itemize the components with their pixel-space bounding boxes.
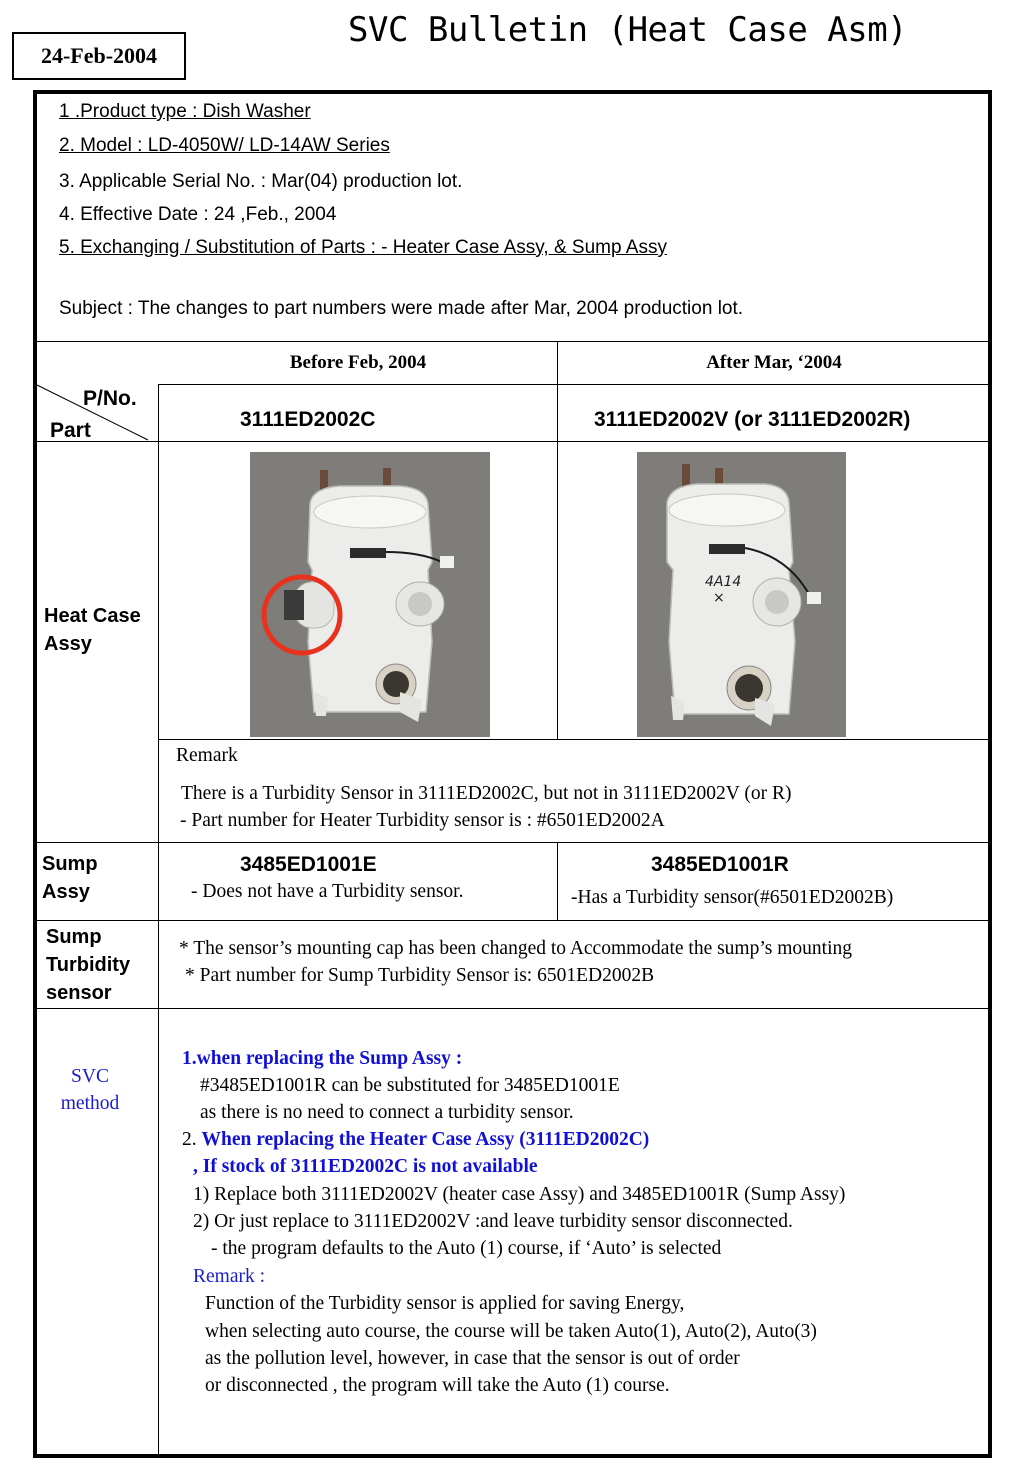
table-line-top (35, 341, 990, 342)
remark-line-1: There is a Turbidity Sensor in 3111ED2002C, but not in 3111ED2002V (or R) (181, 783, 792, 804)
sensor-line-2: * Part number for Sump Turbidity Sensor is: 6501ED2002B (185, 965, 655, 986)
table-line-pn (35, 441, 990, 442)
sump-assy-label-line1: Sump (42, 853, 98, 875)
info-model: 2. Model : LD-4050W/ LD-14AW Series (59, 135, 390, 156)
after-photo-mark-x: × (713, 590, 725, 606)
sump-sensor-label-line2: Turbidity (46, 954, 131, 976)
svc-step-2-option-2: 2) Or just replace to 3111ED2002V :and leave turbidity sensor disconnected. (193, 1211, 793, 1232)
info-serial: 3. Applicable Serial No. : Mar(04) production lot. (59, 171, 463, 192)
info-exchanging-label: 5. Exchanging / Substitution of Parts : (59, 237, 382, 258)
heater-case-photo-before (250, 452, 490, 737)
svc-step-2-condition: , If stock of 3111ED2002C is not available (193, 1156, 538, 1177)
svc-method-label (44, 1063, 136, 1117)
table-line-remark (35, 842, 990, 843)
svc-remark-line-1: Function of the Turbidity sensor is applied for saving Energy, (205, 1293, 685, 1314)
sump-sensor-label (46, 923, 130, 1007)
svc-step-2-number: 2. (182, 1129, 202, 1150)
sump-note-after: -Has a Turbidity sensor(#6501ED2002B) (571, 887, 894, 908)
svc-step-2-title (182, 1129, 649, 1151)
table-line-sensor (35, 1008, 990, 1009)
svc-method-label-line2: method (60, 1093, 120, 1114)
table-line-photos (158, 739, 990, 740)
info-effective-date: 4. Effective Date : 24 ,Feb., 2004 (59, 204, 337, 225)
corner-part-label: Part (50, 419, 91, 442)
sump-note-before: - Does not have a Turbidity sensor. (191, 881, 464, 902)
heater-case-illustration-before (250, 452, 490, 737)
info-exchanging (59, 237, 667, 259)
heat-case-label-line2: Assy (44, 633, 92, 655)
remark-line-2: - Part number for Heater Turbidity sensor is : #6501ED2002A (180, 810, 665, 831)
svc-remark-title: Remark : (193, 1266, 266, 1287)
pn-before: 3111ED2002C (240, 408, 376, 431)
header-after: After Mar, ‘2004 (706, 352, 842, 373)
sump-assy-label-line2: Assy (42, 881, 90, 903)
table-col-line-mid-top (557, 341, 558, 739)
after-photo-marking: 4A14 (705, 574, 742, 590)
svc-step-2-heading: When replacing the Heater Case Assy (3111ED2002C) (201, 1129, 650, 1150)
svc-remark-line-4: or disconnected , the program will take the Auto (1) course. (205, 1375, 670, 1396)
sump-assy-label (42, 850, 98, 906)
table-line-sump (35, 920, 990, 921)
heater-case-photo-after (637, 452, 846, 737)
svc-step-2-option-1: 1) Replace both 3111ED2002V (heater case Assy) and 3485ED1001R (Sump Assy) (193, 1184, 846, 1205)
svc-remark-line-3: as the pollution level, however, in case that the sensor is out of order (205, 1348, 740, 1369)
svc-step-1-title: 1.when replacing the Sump Assy : (182, 1048, 463, 1069)
svc-remark-line-2: when selecting auto course, the course will be taken Auto(1), Auto(2), Auto(3) (205, 1321, 817, 1342)
remark-title: Remark (176, 745, 238, 766)
svc-step-2-note: - the program defaults to the Auto (1) course, if ‘Auto’ is selected (211, 1238, 722, 1259)
date-box: 24-Feb-2004 (12, 32, 186, 80)
svc-method-label-line1: SVC (71, 1066, 109, 1087)
corner-pno-label: P/No. (83, 387, 137, 410)
svc-step-1-line-2: as there is no need to connect a turbidity sensor. (200, 1102, 574, 1123)
pn-after: 3111ED2002V (or 3111ED2002R) (594, 408, 911, 431)
heat-case-label-line1: Heat Case (44, 605, 141, 627)
sump-sensor-label-line3: sensor (46, 982, 112, 1004)
bulletin-title: SVC Bulletin (Heat Case Asm) (348, 10, 908, 50)
sump-pn-before: 3485ED1001E (240, 853, 377, 876)
heat-case-label (44, 602, 141, 658)
sump-sensor-label-line1: Sump (46, 926, 102, 948)
header-before: Before Feb, 2004 (289, 352, 427, 373)
info-product-type: 1 .Product type : Dish Washer (59, 101, 311, 122)
heater-case-illustration-after (637, 452, 846, 737)
svc-step-1-line-1: #3485ED1001R can be substituted for 3485ED1001E (200, 1075, 620, 1096)
table-col-line-left (158, 384, 159, 1454)
sump-pn-after: 3485ED1001R (651, 853, 789, 876)
table-line-header (158, 384, 990, 385)
info-subject: Subject : The changes to part numbers were made after Mar, 2004 production lot. (59, 298, 744, 319)
sensor-line-1: * The sensor’s mounting cap has been changed to Accommodate the sump’s mounting (179, 938, 852, 959)
table-col-line-mid-sump (557, 842, 558, 920)
info-exchanging-parts: - Heater Case Assy, & Sump Assy (381, 237, 667, 258)
